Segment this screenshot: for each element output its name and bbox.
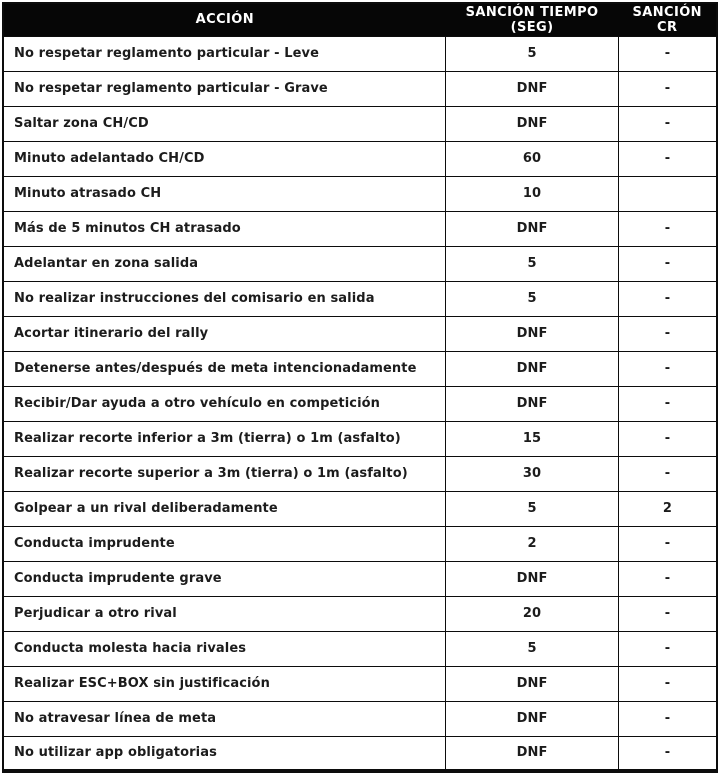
accion-cell: Realizar ESC+BOX sin justificación	[3, 666, 446, 701]
table-row	[3, 736, 717, 771]
cr-cell	[618, 176, 717, 211]
tiempo-cell: DNF	[446, 351, 619, 386]
tiempo-cell: 5	[446, 246, 619, 281]
tiempo-cell: DNF	[446, 701, 619, 736]
accion-cell: No realizar instrucciones del comisario en salida	[3, 281, 446, 316]
tiempo-cell: DNF	[446, 71, 619, 106]
table-row	[3, 176, 717, 211]
cr-cell: -	[618, 701, 717, 736]
column-header-sancion-tiempo: SANCIÓN TIEMPO (SEG)	[446, 3, 619, 36]
accion-cell: Minuto adelantado CH/CD	[3, 141, 446, 176]
table-row	[3, 211, 717, 246]
table-row	[3, 456, 717, 491]
table-row	[3, 386, 717, 421]
accion-cell: Realizar recorte superior a 3m (tierra) o 1m (asfalto)	[3, 456, 446, 491]
table-row	[3, 351, 717, 386]
cr-cell: -	[618, 421, 717, 456]
column-header-sancion-cr: SANCIÓN CR	[618, 3, 717, 36]
table-row	[3, 631, 717, 666]
tiempo-cell: 15	[446, 421, 619, 456]
accion-cell: Acortar itinerario del rally	[3, 316, 446, 351]
cr-cell: -	[618, 666, 717, 701]
cr-cell: -	[618, 71, 717, 106]
accion-cell: Perjudicar a otro rival	[3, 596, 446, 631]
accion-cell: Realizar recorte inferior a 3m (tierra) o 1m (asfalto)	[3, 421, 446, 456]
tiempo-cell: 60	[446, 141, 619, 176]
accion-cell: Golpear a un rival deliberadamente	[3, 491, 446, 526]
table-row	[3, 421, 717, 456]
tiempo-cell: DNF	[446, 106, 619, 141]
cr-cell: -	[618, 211, 717, 246]
tiempo-cell: 2	[446, 526, 619, 561]
sanctions-table	[2, 2, 718, 773]
cr-cell: -	[618, 36, 717, 71]
table-row	[3, 106, 717, 141]
cr-cell: -	[618, 106, 717, 141]
table-row	[3, 526, 717, 561]
table-row	[3, 666, 717, 701]
accion-cell: Detenerse antes/después de meta intencionadamente	[3, 351, 446, 386]
tiempo-cell: DNF	[446, 211, 619, 246]
cr-cell: -	[618, 526, 717, 561]
accion-cell: Adelantar en zona salida	[3, 246, 446, 281]
cr-cell: -	[618, 281, 717, 316]
cr-cell: 2	[618, 491, 717, 526]
table-body	[3, 36, 717, 771]
cr-cell: -	[618, 246, 717, 281]
tiempo-cell: 5	[446, 491, 619, 526]
accion-cell: Conducta imprudente grave	[3, 561, 446, 596]
cr-cell: -	[618, 141, 717, 176]
accion-cell: No respetar reglamento particular - Grave	[3, 71, 446, 106]
cr-cell: -	[618, 386, 717, 421]
table-header	[3, 3, 717, 36]
column-header-accion: ACCIÓN	[3, 3, 446, 36]
table-row	[3, 281, 717, 316]
tiempo-cell: 10	[446, 176, 619, 211]
table-row	[3, 141, 717, 176]
cr-cell: -	[618, 351, 717, 386]
accion-cell: Conducta imprudente	[3, 526, 446, 561]
tiempo-cell: DNF	[446, 736, 619, 771]
cr-cell: -	[618, 456, 717, 491]
tiempo-cell: DNF	[446, 386, 619, 421]
table-row	[3, 246, 717, 281]
table-row	[3, 596, 717, 631]
tiempo-cell: DNF	[446, 316, 619, 351]
cr-cell: -	[618, 736, 717, 771]
accion-cell: No respetar reglamento particular - Leve	[3, 36, 446, 71]
accion-cell: Conducta molesta hacia rivales	[3, 631, 446, 666]
cr-cell: -	[618, 596, 717, 631]
table-row	[3, 701, 717, 736]
accion-cell: Minuto atrasado CH	[3, 176, 446, 211]
accion-cell: Recibir/Dar ayuda a otro vehículo en competición	[3, 386, 446, 421]
accion-cell: No atravesar línea de meta	[3, 701, 446, 736]
table-row	[3, 316, 717, 351]
accion-cell: Saltar zona CH/CD	[3, 106, 446, 141]
header-row	[3, 3, 717, 36]
tiempo-cell: 5	[446, 631, 619, 666]
accion-cell: Más de 5 minutos CH atrasado	[3, 211, 446, 246]
tiempo-cell: 5	[446, 36, 619, 71]
tiempo-cell: DNF	[446, 666, 619, 701]
cr-cell: -	[618, 631, 717, 666]
cr-cell: -	[618, 561, 717, 596]
table-row	[3, 491, 717, 526]
cr-cell: -	[618, 316, 717, 351]
table-row	[3, 71, 717, 106]
accion-cell: No utilizar app obligatorias	[3, 736, 446, 771]
tiempo-cell: 20	[446, 596, 619, 631]
tiempo-cell: 30	[446, 456, 619, 491]
tiempo-cell: DNF	[446, 561, 619, 596]
table-row	[3, 561, 717, 596]
table-row	[3, 36, 717, 71]
tiempo-cell: 5	[446, 281, 619, 316]
